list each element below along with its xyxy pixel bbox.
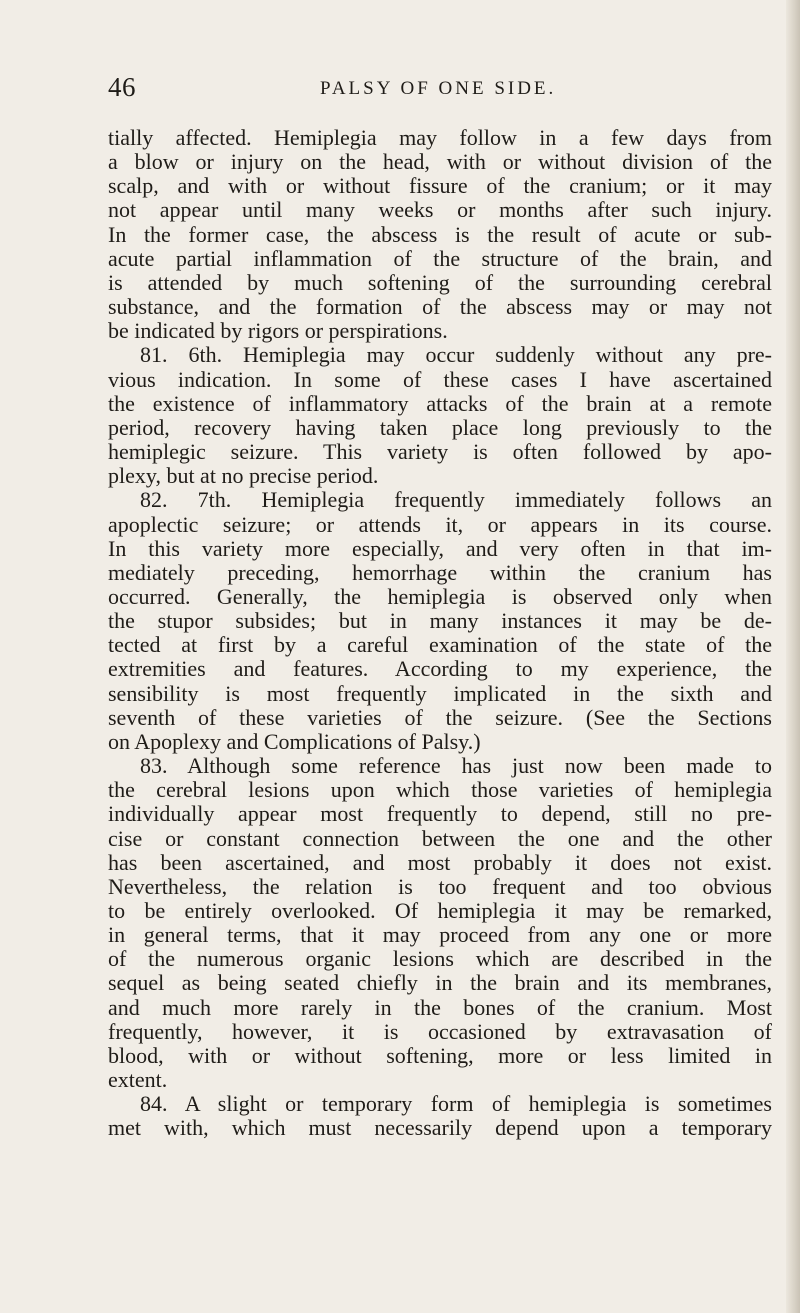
text-line: sensibility is most frequently implicated in the sixth and	[108, 680, 772, 706]
text-line: occurred. Generally, the hemiplegia is observed only when	[108, 583, 772, 609]
text-line: apoplectic seizure; or attends it, or appears in its course.	[108, 511, 772, 537]
text-line: period, recovery having taken place long previously to the	[108, 414, 772, 440]
text-line: has been ascertained, and most probably it does not exist.	[108, 849, 772, 875]
text-line: tected at first by a careful examination of the state of the	[108, 632, 772, 658]
text-line: a blow or injury on the head, with or without division of the	[108, 149, 772, 175]
text-line: seventh of these varieties of the seizure. (See the Sections	[108, 704, 772, 730]
text-line: not appear until many weeks or months after such injury.	[108, 197, 772, 223]
text-line: plexy, but at no precise period.	[108, 463, 379, 489]
text-line: met with, which must necessarily depend upon a temporary	[108, 1115, 772, 1141]
text-line: In the former case, the abscess is the result of acute or sub-	[108, 221, 772, 247]
text-line: individually appear most frequently to depend, still no pre-	[108, 801, 772, 827]
text-line: sequel as being seated chiefly in the brain and its membranes,	[108, 970, 772, 996]
text-line: and much more rarely in the bones of the cranium. Most	[108, 994, 772, 1020]
text-line: cise or constant connection between the one and the other	[108, 825, 772, 851]
text-line: the stupor subsides; but in many instances it may be de-	[108, 608, 772, 634]
text-line: tially affected. Hemiplegia may follow in a few days from	[108, 125, 772, 150]
text-line: substance, and the formation of the abscess may or may not	[108, 294, 772, 320]
book-page	[108, 72, 772, 1141]
text-line: Nevertheless, the relation is too frequent and too obvious	[108, 873, 772, 899]
text-line: be indicated by rigors or perspirations.	[108, 318, 448, 344]
page-number: 46	[108, 72, 136, 102]
body-text	[108, 126, 772, 1141]
text-line: scalp, and with or without fissure of the cranium; or it may	[108, 173, 772, 199]
text-line: 82. 7th. Hemiplegia frequently immediately follows an	[140, 487, 772, 513]
text-line: 84. A slight or temporary form of hemiplegia is sometimes	[140, 1091, 772, 1117]
text-line: extent.	[108, 1067, 168, 1093]
text-line: frequently, however, it is occasioned by extravasation of	[108, 1018, 772, 1044]
text-line: is attended by much softening of the surrounding cerebral	[108, 269, 772, 295]
running-head	[108, 72, 772, 106]
text-line: hemiplegic seizure. This variety is often followed by apo-	[108, 439, 772, 465]
text-line: extremities and features. According to my experience, the	[108, 656, 772, 682]
page-edge-shadow	[786, 0, 800, 1313]
text-line: 83. Although some reference has just now been made to	[140, 753, 772, 779]
text-line: the existence of inflammatory attacks of the brain at a remote	[108, 390, 772, 416]
text-line: of the numerous organic lesions which are described in the	[108, 946, 772, 972]
text-line: on Apoplexy and Complications of Palsy.)	[108, 728, 481, 754]
text-line: mediately preceding, hemorrhage within the cranium has	[108, 559, 772, 585]
text-line: to be entirely overlooked. Of hemiplegia it may be remarked,	[108, 898, 772, 923]
text-line: vious indication. In some of these cases I have ascertained	[108, 366, 772, 392]
text-line: blood, with or without softening, more or less limited in	[108, 1042, 772, 1068]
text-line: acute partial inflammation of the structure of the brain, and	[108, 245, 772, 271]
text-line: 81. 6th. Hemiplegia may occur suddenly without any pre-	[140, 342, 772, 368]
text-line: the cerebral lesions upon which those varieties of hemiplegia	[108, 777, 772, 803]
running-title: PALSY OF ONE SIDE.	[320, 78, 557, 99]
text-line: in general terms, that it may proceed from any one or more	[108, 922, 772, 948]
text-line: In this variety more especially, and very often in that im-	[108, 535, 772, 561]
